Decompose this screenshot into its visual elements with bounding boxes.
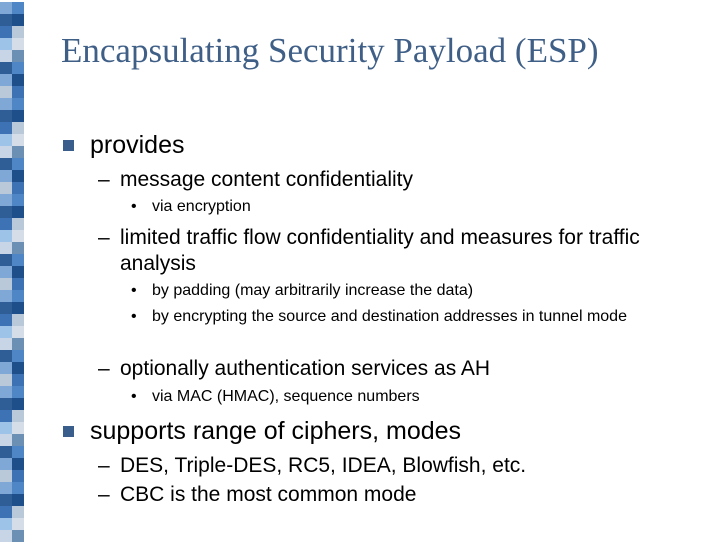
decorative-square (0, 74, 12, 86)
detail-bullet: via encryption (152, 198, 251, 215)
decorative-square (0, 50, 12, 62)
decorative-square (0, 482, 12, 494)
decorative-square (0, 518, 12, 530)
sub-bullet: CBC is the most common mode (120, 483, 417, 506)
decorative-square (0, 530, 12, 542)
decorative-square (12, 14, 24, 26)
decorative-square (0, 362, 12, 374)
decorative-square (12, 158, 24, 170)
decorative-square (12, 422, 24, 434)
decorative-square (0, 2, 12, 14)
decorative-square (0, 122, 12, 134)
decorative-square (12, 110, 24, 122)
decorative-square (0, 302, 12, 314)
decorative-square (0, 98, 12, 110)
decorative-square (12, 218, 24, 230)
sub-bullet: DES, Triple-DES, RC5, IDEA, Blowfish, etc. (120, 454, 527, 477)
decorative-square (12, 470, 24, 482)
decorative-square (12, 278, 24, 290)
decorative-square (0, 374, 12, 386)
decorative-square (0, 38, 12, 50)
decorative-square (0, 278, 12, 290)
decorative-square (0, 254, 12, 266)
dot-icon: • (131, 198, 137, 215)
decorative-square (0, 338, 12, 350)
decorative-square (0, 146, 12, 158)
decorative-square (0, 446, 12, 458)
decorative-square (0, 398, 12, 410)
dot-icon: • (131, 282, 137, 299)
dot-icon: • (131, 388, 137, 405)
detail-bullet: by encrypting the source and destination addresses in tunnel mode (152, 308, 627, 325)
decorative-square (12, 530, 24, 542)
decorative-square (0, 134, 12, 146)
decorative-square (12, 290, 24, 302)
decorative-square (12, 98, 24, 110)
decorative-square (12, 518, 24, 530)
decorative-square (12, 242, 24, 254)
decorative-square (12, 482, 24, 494)
decorative-square (12, 62, 24, 74)
decorative-square (12, 26, 24, 38)
decorative-square (0, 158, 12, 170)
square-bullet-icon (63, 426, 74, 437)
decorative-square (0, 386, 12, 398)
decorative-square (0, 326, 12, 338)
dash-icon: – (98, 357, 110, 380)
decorative-square (12, 398, 24, 410)
sub-bullet: optionally authentication services as AH (120, 357, 491, 380)
decorative-square (0, 266, 12, 278)
dash-icon: – (98, 483, 110, 506)
decorative-square (12, 350, 24, 362)
dash-icon: – (98, 226, 110, 249)
decorative-square (0, 194, 12, 206)
decorative-square (0, 230, 12, 242)
decorative-square-strip (0, 0, 24, 540)
decorative-square (12, 182, 24, 194)
dash-icon: – (98, 168, 110, 191)
decorative-square (0, 182, 12, 194)
decorative-square (0, 422, 12, 434)
decorative-square (0, 470, 12, 482)
decorative-square (0, 14, 12, 26)
decorative-square (12, 230, 24, 242)
decorative-square (0, 170, 12, 182)
decorative-square (0, 218, 12, 230)
detail-bullet: by padding (may arbitrarily increase the data) (152, 282, 474, 299)
dot-icon: • (131, 308, 137, 325)
decorative-square (12, 458, 24, 470)
decorative-square (12, 410, 24, 422)
decorative-square (12, 86, 24, 98)
square-bullet-icon (63, 140, 74, 151)
decorative-square (12, 326, 24, 338)
slide-title: Encapsulating Security Payload (ESP) (61, 31, 599, 70)
decorative-square (12, 122, 24, 134)
decorative-square (0, 290, 12, 302)
decorative-square (0, 506, 12, 518)
bullet-provides: provides (90, 131, 185, 159)
decorative-square (0, 242, 12, 254)
decorative-square (12, 302, 24, 314)
decorative-square (0, 434, 12, 446)
decorative-square (0, 86, 12, 98)
decorative-square (12, 134, 24, 146)
decorative-square (12, 338, 24, 350)
decorative-square (12, 254, 24, 266)
decorative-square (12, 446, 24, 458)
decorative-square (0, 26, 12, 38)
decorative-square (12, 206, 24, 218)
decorative-square (12, 506, 24, 518)
bullet-ciphers: supports range of ciphers, modes (90, 417, 462, 445)
decorative-square (12, 146, 24, 158)
decorative-square (12, 38, 24, 50)
decorative-square (12, 362, 24, 374)
detail-bullet: via MAC (HMAC), sequence numbers (152, 388, 420, 405)
decorative-square (12, 494, 24, 506)
decorative-square (0, 410, 12, 422)
decorative-square (0, 62, 12, 74)
decorative-square (12, 50, 24, 62)
decorative-square (12, 194, 24, 206)
decorative-square (12, 314, 24, 326)
decorative-square (0, 314, 12, 326)
decorative-square (0, 494, 12, 506)
decorative-square (12, 386, 24, 398)
decorative-square (12, 434, 24, 446)
decorative-square (12, 2, 24, 14)
decorative-square (0, 206, 12, 218)
decorative-square (12, 374, 24, 386)
decorative-square (0, 110, 12, 122)
decorative-square (12, 170, 24, 182)
decorative-square (0, 458, 12, 470)
dash-icon: – (98, 454, 110, 477)
decorative-square (12, 266, 24, 278)
decorative-square (12, 74, 24, 86)
sub-bullet: limited traffic flow confidentiality and measures for traffic analysis (120, 226, 640, 275)
sub-bullet: message content confidentiality (120, 168, 414, 191)
decorative-square (0, 350, 12, 362)
